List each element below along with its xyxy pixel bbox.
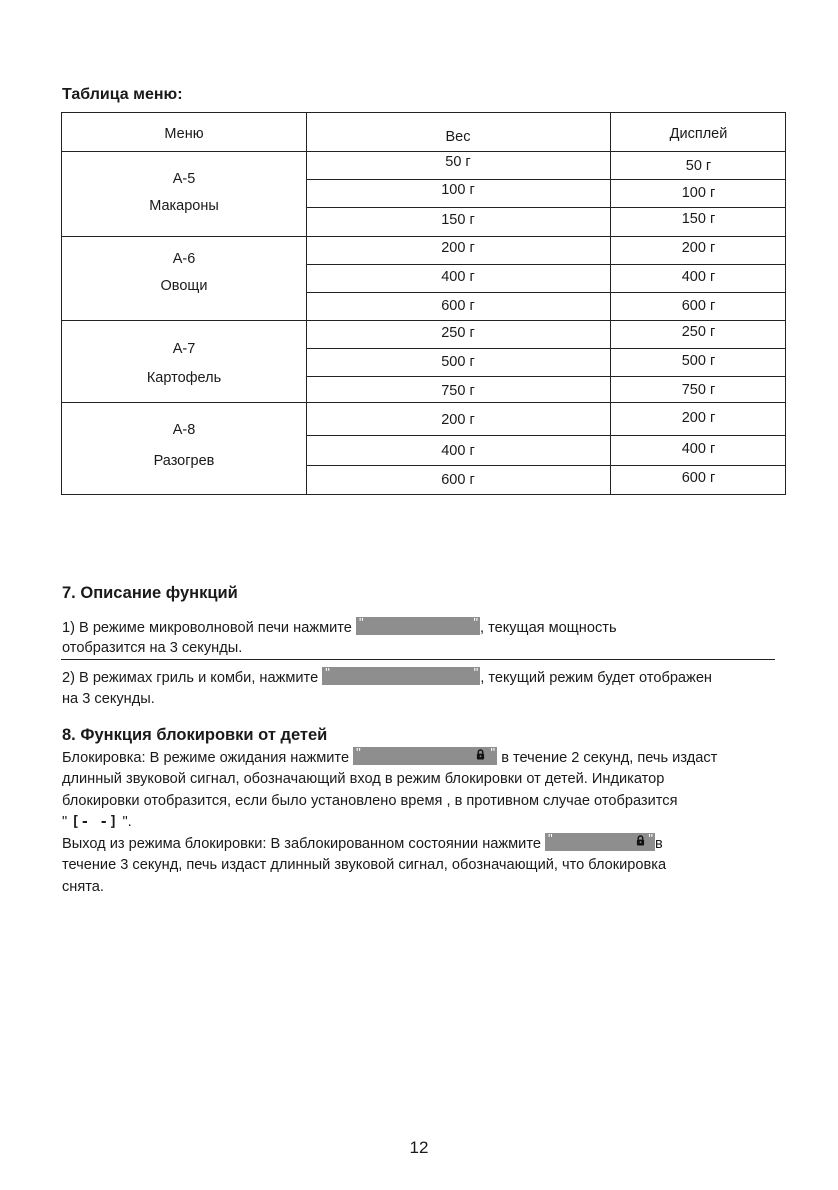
weight-cell: 50 г <box>445 154 471 170</box>
quote-mark: " <box>122 814 128 830</box>
menu-code: A-7 <box>172 341 196 357</box>
table-divider <box>306 376 785 377</box>
quote-mark: " <box>358 615 364 630</box>
menu-code: A-6 <box>172 251 196 267</box>
quote-mark: " <box>356 745 361 760</box>
lock-icon <box>476 749 485 760</box>
menu-name: Макароны <box>149 198 219 214</box>
para-text: Блокировка: В режиме ожидания нажмите <box>62 750 350 766</box>
weight-cell: 400 г <box>441 269 475 285</box>
para-8-line7: снята. <box>62 879 104 895</box>
lock-icon <box>636 835 645 846</box>
section-title: Описание функций <box>80 584 238 602</box>
weight-cell: 100 г <box>441 182 475 198</box>
page-number: 12 <box>409 1138 429 1157</box>
section-8-heading <box>62 726 327 745</box>
weight-cell: 500 г <box>441 354 475 370</box>
weight-cell: 250 г <box>441 325 475 341</box>
para-7-2-line1 <box>62 667 712 689</box>
header-menu: Меню <box>164 126 204 142</box>
weight-cell: 150 г <box>441 212 475 228</box>
para-text: Выход из режима блокировки: В заблокированном состоянии нажмите <box>62 836 541 852</box>
weight-cell: 600 г <box>441 472 475 488</box>
lock-display-indicator: [- -] <box>71 814 119 830</box>
display-cell: 600 г <box>681 470 716 486</box>
para-8-line4 <box>62 811 132 833</box>
para-text: , текущая мощность <box>479 620 617 636</box>
display-cell: 400 г <box>681 269 716 285</box>
menu-name: Овощи <box>160 278 208 294</box>
table-divider <box>306 179 785 180</box>
para-text: в <box>655 836 663 852</box>
menu-name: Разогрев <box>153 453 215 469</box>
table-divider <box>62 236 785 237</box>
quote-mark: " <box>473 665 479 680</box>
table-divider <box>62 320 785 321</box>
quote-mark: " <box>325 665 330 680</box>
weight-cell: 200 г <box>441 240 475 256</box>
para-8-line3: блокировки отобразится, если было установлено время , в противном случае отобразится <box>62 793 678 809</box>
divider-rule <box>61 659 775 660</box>
para-7-1-line2: отобразится на 3 секунды. <box>62 640 243 656</box>
table-title: Таблица меню: <box>62 86 183 103</box>
grill-combi-button-placeholder <box>322 667 480 685</box>
para-text: . <box>127 814 132 830</box>
table-divider <box>62 402 785 403</box>
power-button-placeholder <box>356 617 480 635</box>
menu-table <box>61 112 786 495</box>
display-cell: 250 г <box>681 324 716 340</box>
weight-cell: 400 г <box>441 443 475 459</box>
quote-mark: " <box>548 831 553 846</box>
display-cell: 200 г <box>681 240 716 256</box>
table-divider <box>306 207 785 208</box>
header-weight: Вес <box>445 129 471 145</box>
quote-mark: " <box>648 831 654 846</box>
para-text: 2) В режимах гриль и комби, нажмите <box>62 670 319 686</box>
display-cell: 50 г <box>685 158 712 174</box>
quote-mark: " <box>473 615 478 630</box>
display-cell: 400 г <box>681 441 716 457</box>
table-divider <box>306 292 785 293</box>
table-divider <box>306 264 785 265</box>
para-8-line6: течение 3 секунд, печь издаст длинный звуковой сигнал, обозначающий, что блокировка <box>62 857 667 873</box>
section-number: 8. <box>62 726 76 744</box>
display-cell: 100 г <box>681 185 716 201</box>
weight-cell: 200 г <box>441 412 475 428</box>
para-text: в течение 2 секунд, печь издаст <box>501 750 718 766</box>
unlock-button-placeholder <box>545 833 655 851</box>
para-text: 1) В режиме микроволновой печи нажмите <box>62 620 352 636</box>
para-text: , текущий режим будет отображен <box>480 670 712 686</box>
display-cell: 150 г <box>681 211 716 227</box>
table-divider <box>306 435 785 436</box>
menu-code: A-8 <box>172 422 196 438</box>
weight-cell: 600 г <box>441 298 475 314</box>
table-divider <box>62 151 785 152</box>
para-8-line2: длинный звуковой сигнал, обозначающий вход в режим блокировки от детей. Индикатор <box>62 771 665 787</box>
display-cell: 750 г <box>681 382 716 398</box>
section-title: Функция блокировки от детей <box>80 726 328 744</box>
table-divider <box>306 348 785 349</box>
para-8-line1 <box>62 747 717 769</box>
display-cell: 500 г <box>681 353 716 369</box>
para-8-line5 <box>62 833 663 855</box>
table-divider <box>306 465 785 466</box>
weight-cell: 750 г <box>441 383 475 399</box>
section-7-heading <box>62 584 238 603</box>
menu-code: A-5 <box>172 171 196 187</box>
section-number: 7. <box>62 584 76 602</box>
lock-button-placeholder <box>353 747 497 765</box>
quote-mark: " <box>62 814 68 830</box>
para-7-1-line1 <box>62 617 617 639</box>
menu-name: Картофель <box>146 370 222 386</box>
header-display: Дисплей <box>669 126 728 142</box>
display-cell: 600 г <box>681 298 716 314</box>
display-cell: 200 г <box>681 410 716 426</box>
para-7-2-line2: на 3 секунды. <box>62 691 155 707</box>
quote-mark: " <box>490 745 496 760</box>
